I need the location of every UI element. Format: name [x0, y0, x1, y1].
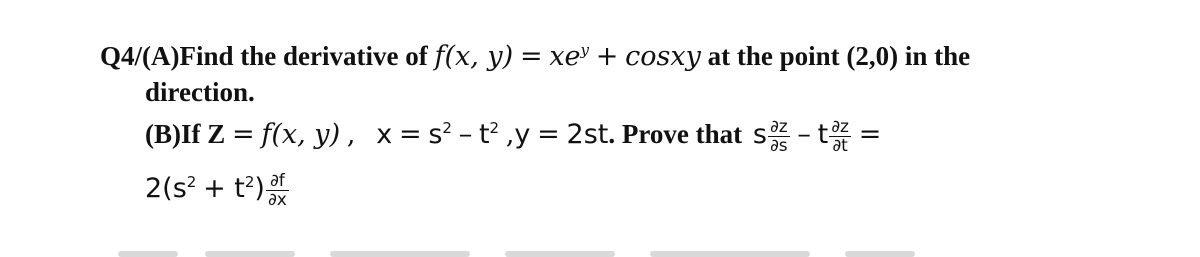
- frac3-numerator: ∂f: [266, 172, 289, 191]
- q4b-eq4: =: [858, 119, 882, 150]
- q4b-line1: [145, 118, 881, 155]
- q4b-s: s: [428, 119, 443, 150]
- partial-z-s-fraction: [768, 118, 790, 155]
- q4b-coef-s: s: [752, 119, 767, 150]
- frac1-numerator: ∂z: [769, 117, 788, 138]
- q4a-line2: [145, 76, 255, 108]
- frac1-denominator: ∂s: [769, 136, 788, 157]
- q4b-s-exp: 2: [442, 119, 452, 137]
- partial-z-t-fraction: [829, 118, 851, 155]
- partial-f-x-fraction: [266, 172, 289, 209]
- q4a-equals: =: [519, 41, 543, 72]
- q4a-line1: [100, 40, 970, 73]
- q4b-t-exp: 2: [489, 119, 500, 137]
- rhs-t-exp: 2: [244, 173, 255, 191]
- q4a-expr-exp: y: [580, 41, 590, 59]
- rhs-close: ): [254, 173, 265, 204]
- q4b-coef-t: t: [817, 119, 829, 150]
- q4b-z: Z: [207, 119, 226, 149]
- frac3-denominator: ∂x: [267, 190, 287, 211]
- q4b-comma2: ,: [505, 119, 515, 150]
- q4b-x: x: [376, 119, 393, 150]
- q4b-comma: ,: [346, 119, 356, 150]
- q4b-line2: [145, 172, 290, 209]
- q4a-expr-xe: xe: [549, 41, 581, 72]
- q4b-prefix: (B)If: [145, 119, 201, 149]
- q4b-func: f(x, y): [261, 119, 341, 150]
- q4a-prefix: Q4/(A)Find the derivative of: [100, 41, 428, 71]
- q4b-t: t: [478, 119, 490, 150]
- q4b-prove-text: . Prove that: [608, 119, 743, 149]
- q4b-minus2: –: [797, 119, 811, 150]
- q4a-suffix: at the point (2,0) in the: [707, 41, 971, 71]
- q4b-y: y: [514, 119, 531, 150]
- rhs-plus-t: + t: [203, 173, 245, 204]
- q4b-eq3: =: [537, 119, 560, 150]
- q4b-eq2: =: [398, 119, 422, 150]
- rhs-open: 2(s: [145, 173, 187, 204]
- cut-off-text-line: [0, 246, 1200, 257]
- q4a-direction: direction.: [145, 77, 255, 107]
- frac2-denominator: ∂t: [832, 136, 848, 157]
- q4a-plus: +: [595, 41, 619, 72]
- rhs-s-exp: 2: [186, 173, 197, 191]
- frac2-numerator: ∂z: [831, 117, 849, 138]
- q4b-minus: –: [458, 119, 473, 150]
- q4b-eq1: =: [232, 119, 255, 150]
- q4a-func: f(x, y): [434, 41, 514, 72]
- q4a-expr-cos: cosxy: [625, 41, 701, 72]
- q4b-2st: 2st: [566, 119, 609, 150]
